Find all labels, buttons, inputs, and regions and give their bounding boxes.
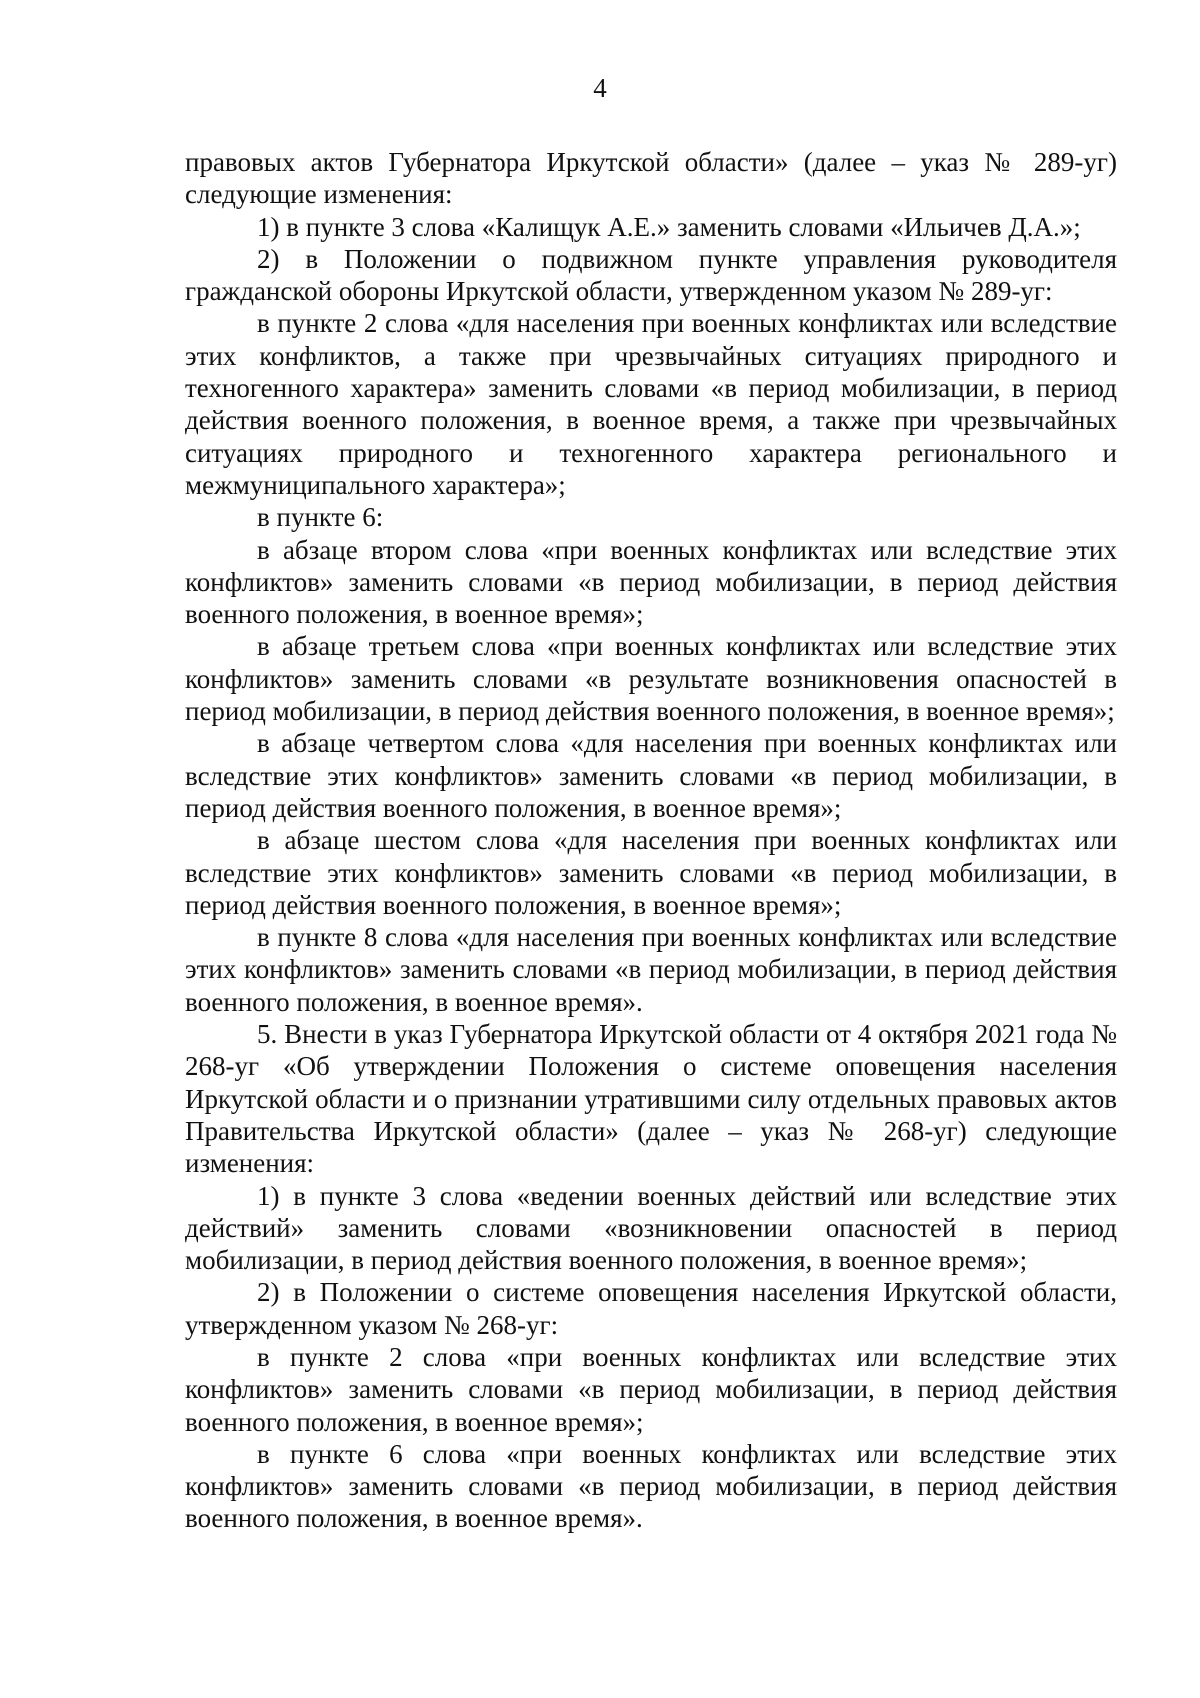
paragraph-continuation: правовых актов Губернатора Иркутской области» (далее – указ № 289-уг) следующие изменения: [185, 147, 1117, 210]
paragraph-abzac-3: в абзаце третьем слова «при военных конфликтах или вследствие этих конфликтов» заменить словами «в результате возникновения опасностей в период мобилизации, в период действия военного положения, в военное время»; [185, 631, 1117, 727]
document-body [185, 146, 1117, 1535]
paragraph-section-5: 5. Внести в указ Губернатора Иркутской области от 4 октября 2021 года № 268-уг «Об утверждении Положения о системе оповещения населения Иркутской области и о признании утратившими силу отдельных правовых актов Правительства Иркутской области» (далее – указ № 268-уг) следующие изменения: [185, 1019, 1117, 1179]
paragraph-point-6: в пункте 6: [257, 502, 384, 533]
paragraph-abzac-2: в абзаце втором слова «при военных конфликтах или вследствие этих конфликтов» заменить словами «в период мобилизации, в период действия военного положения, в военное время»; [185, 534, 1117, 630]
paragraph-abzac-6: в абзаце шестом слова «для населения при военных конфликтах или вследствие этих конфликтов» заменить словами «в период мобилизации, в период действия военного положения, в военное время»; [185, 825, 1117, 920]
paragraph-point-2: в пункте 2 слова «для населения при военных конфликтах или вследствие этих конфликтов, а также при чрезвычайных ситуациях природного и техногенного характера» заменить словами «в период мобилизации, в период действия военного положения, в военное время, а также при чрезвычайных ситуациях природного и техногенного характера регионального и межмуниципального характера»; [185, 308, 1117, 500]
paragraph-section-5-point-2: в пункте 2 слова «при военных конфликтах или вследствие этих конфликтов» заменить словами «в период мобилизации, в период действия военного положения, в военное время»; [185, 1341, 1117, 1437]
paragraph-section-5-item-1: 1) в пункте 3 слова «ведении военных действий или вследствие этих действий» заменить словами «возникновении опасностей в период мобилизации, в период действия военного положения, в военное время»; [185, 1180, 1117, 1276]
paragraph-item-2: 2) в Положении о подвижном пункте управления руководителя гражданской обороны Иркутской области, утвержденном указом № 289-уг: [185, 243, 1117, 307]
paragraph-abzac-4: в абзаце четвертом слова «для населения при военных конфликтах или вследствие этих конфликтов» заменить словами «в период мобилизации, в период действия военного положения, в военное время»; [185, 728, 1117, 823]
paragraph-item-1: 1) в пункте 3 слова «Калищук А.Е.» заменить словами «Ильичев Д.А.»; [257, 211, 1081, 242]
paragraph-section-5-point-6: в пункте 6 слова «при военных конфликтах или вследствие этих конфликтов» заменить словами «в период мобилизации, в период действия военного положения, в военное время». [185, 1438, 1117, 1534]
page-number: 4 [593, 73, 607, 103]
paragraph-section-5-item-2: 2) в Положении о системе оповещения населения Иркутской области, утвержденном указом № 268-уг: [185, 1277, 1117, 1340]
paragraph-point-8: в пункте 8 слова «для населения при военных конфликтах или вследствие этих конфликтов» заменить словами «в период мобилизации, в период действия военного положения, в военное время». [185, 922, 1117, 1017]
